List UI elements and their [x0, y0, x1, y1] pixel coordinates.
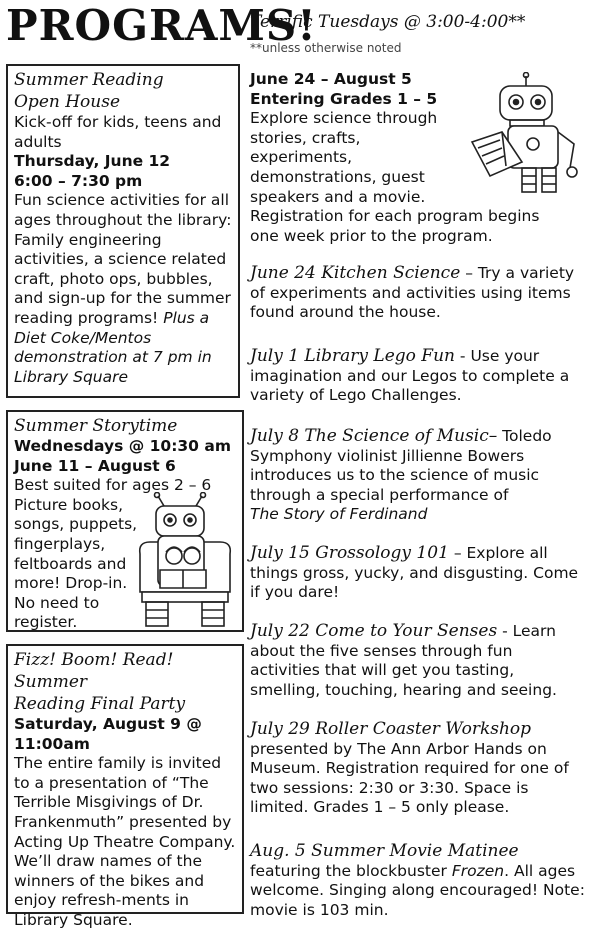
intro-description: Explore science through stories, crafts, experiments, demonstrations, guest speakers and a movie.: [250, 109, 438, 206]
storytime-line: more! Drop-in.: [14, 574, 128, 593]
storytime-line: fingerplays,: [14, 534, 106, 553]
final-party-description: The entire family is invited to a presentation of “The Terrible Misgivings of Dr. Frankenmuth” presented by Acting Up Theatre Company. We’ll draw names of the winners of the bikes and enjoy refresh-ments in Library Square.: [14, 754, 236, 929]
robot-reading-kids-illustration: [134, 492, 238, 630]
page-title: PROGRAMS!: [6, 1, 317, 50]
final-party-title-1: Fizz! Boom! Read! Summer: [14, 650, 174, 692]
event-text: Toledo Symphony violinist Jillienne Bowers introduces us to the science of music through a special performance of: [250, 427, 552, 504]
event-title: July 8 The Science of Music–: [250, 426, 498, 446]
storytime-title: Summer Storytime: [14, 416, 178, 436]
storytime-line: register.: [14, 613, 78, 632]
intro-dates: June 24 – August 5: [250, 70, 412, 88]
event-text: featuring the blockbuster: [250, 861, 447, 880]
event-kitchen-science: [250, 264, 585, 323]
event-italic: The Story of Ferdinand: [250, 505, 428, 524]
storytime-ages: Best suited for ages 2 – 6: [14, 476, 212, 495]
open-house-place: Library Square: [14, 367, 129, 386]
intro-grades: Entering Grades 1 – 5: [250, 89, 438, 108]
final-party-date: Saturday, August 9 @: [14, 715, 202, 733]
event-title: July 1 Library Lego Fun: [250, 346, 455, 366]
event-title: Aug. 5 Summer Movie Matinee: [250, 841, 519, 861]
event-title: July 22 Come to Your Senses: [250, 621, 498, 641]
event-text: presented by The Ann Arbor Hands on Museum. Registration required for one of two sessions: 2:30 or 3:30. Space is limited. Grades 1 – 5 only please.: [250, 739, 569, 817]
event-title: July 15 Grossology 101: [250, 543, 449, 563]
event-title: June 24 Kitchen Science: [250, 263, 461, 283]
event-text: - Use your imagination and our Legos to complete a variety of Lego Challenges.: [250, 347, 570, 405]
storytime-line: songs, puppets,: [14, 515, 138, 534]
event-roller-coaster-workshop: [250, 720, 585, 818]
event-summer-movie-matinee: [250, 842, 585, 920]
event-text: – Try a variety of experiments and activities using items found around the house.: [250, 264, 575, 322]
event-text: - Learn about the five senses through fun activities that will get you tasting, smelling, touching, hearing and seeing.: [250, 622, 557, 699]
intro-registration: Registration for each program begins one week prior to the program.: [250, 207, 540, 245]
event-science-of-music: [250, 427, 585, 525]
event-text: – Explore all things gross, yucky, and disgusting. Come if you dare!: [250, 544, 579, 602]
open-house-time: 6:00 – 7:30 pm: [14, 171, 143, 190]
event-text-after: . All ages welcome. Singing along encouraged! Note: movie is 103 min.: [250, 861, 585, 919]
kickoff-text: Kick-off for kids, teens and adults: [14, 113, 222, 151]
summer-reading-title: Summer Reading: [14, 70, 164, 90]
final-party-time: 11:00am: [14, 734, 90, 753]
storytime-line: No need to: [14, 593, 100, 612]
open-house-desc-text: Fun science activities for all ages throughout the library: Family engineering activities, a science related craft, photo ops, bubbles, and sign-up for the summer reading programs!: [14, 191, 232, 327]
summer-reading-box: [6, 64, 240, 398]
event-title: July 29 Roller Coaster Workshop: [250, 719, 532, 739]
storytime-line: feltboards and: [14, 554, 127, 573]
open-house-description: [14, 191, 232, 367]
open-house-date: Thursday, June 12: [14, 152, 171, 171]
final-party-title-2: Reading Final Party: [14, 694, 186, 714]
event-library-lego-fun: [250, 347, 585, 406]
event-grossology-101: [250, 544, 585, 603]
robot-reading-book-illustration: [462, 72, 582, 198]
storytime-when: Wednesdays @ 10:30 am: [14, 437, 231, 455]
storytime-dates: June 11 – August 6: [14, 456, 176, 475]
open-house-title: Open House: [14, 92, 121, 112]
event-come-to-your-senses: [250, 622, 585, 700]
storytime-line: Picture books,: [14, 495, 124, 514]
terrific-tuesdays-note: **unless otherwise noted: [250, 41, 402, 55]
terrific-tuesdays-heading: Terrific Tuesdays @ 3:00-4:00**: [250, 12, 526, 32]
event-italic: Frozen: [451, 861, 505, 880]
final-party-box: [6, 644, 244, 929]
open-house-extra: Plus a Diet Coke/Mentos demonstration at 7 pm in: [14, 308, 212, 367]
